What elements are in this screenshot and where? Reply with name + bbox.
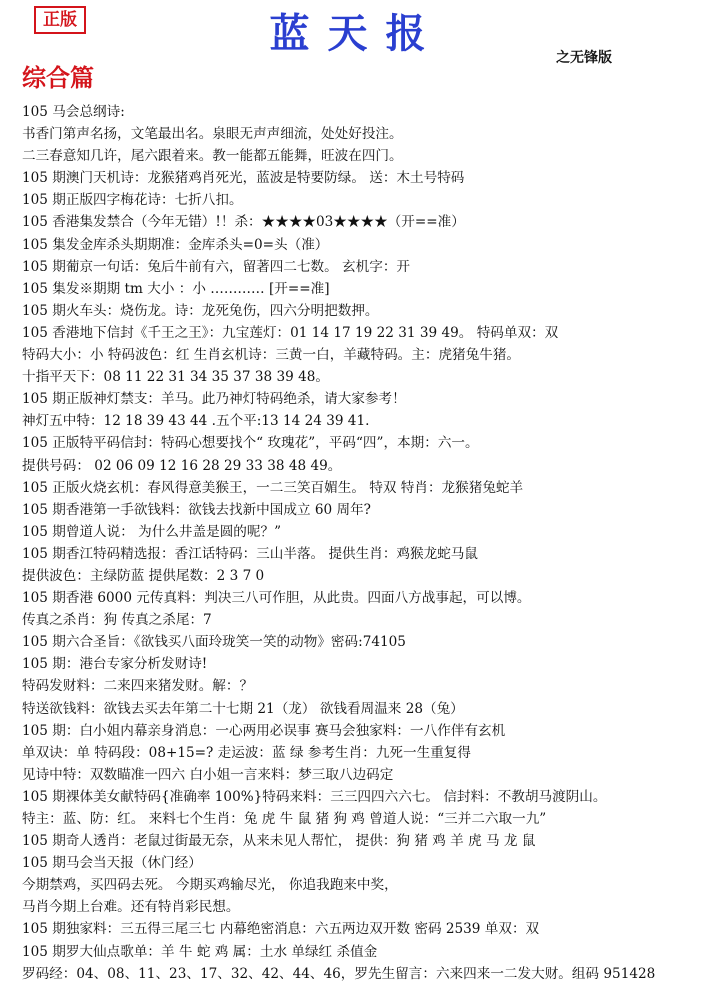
text-line: 105 香港地下信封《千王之王》：九宝莲灯：01 14 17 19 22 31 39 49。 特码单双：双 [22,324,559,341]
text-line: 105 香港集发禁合（今年无错）!！杀：★★★★03★★★★（开==准） [22,214,465,231]
text-line: 105 期罗大仙点歌单：羊 牛 蛇 鸡 属：土水 单绿红 杀值金 [22,943,378,960]
text-line: 105 期香港第一手欲钱料：欲钱去找新中国成立 60 周年? [22,501,371,518]
text-line: 105 期奇人透肖：老鼠过街最无奈，从来未见人帮忙， 提供：狗 猪 鸡 羊 虎 马 龙 鼠 [22,833,536,850]
page-title: 蓝天报 [269,10,444,57]
text-line: 105 期独家料：三五得三尾三七 内幕绝密消息：六五两边双开数 密码 2539 单双：双 [22,921,540,938]
edition-subtitle: 之无锋版 [556,50,612,66]
text-line: 105 期马会当天报（休门经） [22,855,202,872]
text-line: 提供波色：主绿防蓝 提供尾数：2 3 7 0 [22,567,265,584]
text-line: 105 期澳门天机诗：龙猴猪鸡肖死光，蓝波是特要防绿。 送：木土号特码 [22,170,465,187]
text-line: 105 集发※期期 tm 大小 ：小 ………… [开==准] [22,280,330,297]
text-line: 105 期：白小姐内幕亲身消息：一心两用必误事 赛马会独家料：一八作伴有玄机 [22,722,506,739]
text-line: 105 正版特平码信封：特码心想要找个“ 玫瑰花”，平码“四”，本期：六一。 [22,435,479,452]
text-line: 提供号码： 02 06 09 12 16 28 29 33 38 48 49。 [22,457,342,474]
text-line: 特码大小：小 特码波色：红 生肖玄机诗：三黄一白，羊藏特码。主：虎猪兔牛猪。 [22,347,521,364]
text-line: 105 集发金库杀头期期准：金库杀头=0=头（准） [22,236,329,253]
text-line: 传真之杀肖：狗 传真之杀尾：7 [22,612,212,629]
text-line: 罗码经：04、08、11、23、17、32、42、44、46，罗先生留言：六来四来一二发大财。组码 951428 [22,965,656,982]
text-line: 105 期曾道人说： 为什么井盖是圆的呢？” [22,523,282,540]
text-line: 单双诀：单 特码段：08+15=? 走运波：蓝 绿 参考生肖：九死一生重复得 [22,744,471,761]
text-line: 105 期香港 6000 元传真料：判决三八可作胆，从此贵。四面八方战事起，可以博。 [22,590,531,607]
text-line: 特主：蓝、防：红。 来料七个生肖：兔 虎 牛 鼠 猪 狗 鸡 曾道人说：“三并二六取一九” [22,811,547,827]
text-line: 105 期六合圣旨：《欲钱买八面玲珑笑一笑的动物》密码:74105 [22,634,406,651]
text-line: 105 马会总纲诗: [22,104,125,120]
text-line: 特送欲钱料：欲钱去买去年第二十七期 21（龙） 欲钱看周温来 28（兔） [22,700,464,717]
text-line: 今期禁鸡，买四码去死。 今期买鸡输尽光， 你追我跑来中奖， [22,877,398,894]
text-line: 见诗中特：双数瞄准一四六 白小姐一言来料：梦三取八边码定 [22,766,394,783]
text-line: 特码发财料：二来四来猪发财。解：？ [22,678,254,695]
text-line: 105 期正版神灯禁支：羊马。此乃神灯特码绝杀，请大家参考！ [22,391,406,408]
text-line: 神灯五中特：12 18 39 43 44 .五个平:13 14 24 39 41. [22,413,370,430]
text-line: 105 期火车头：烧伤龙。诗：龙死兔伤，四六分明把数押。 [22,302,379,319]
text-line: 105 期：港台专家分析发财诗! [22,656,208,673]
text-line: 马肖今期上台难。还有特肖彩民想。 [22,899,240,916]
text-line: 105 期香江特码精选报：香江话特码：三山半落。 提供生肖：鸡猴龙蛇马鼠 [22,545,478,562]
article-body [22,101,702,985]
text-line: 十指平天下：08 11 22 31 34 35 37 38 39 48。 [22,369,330,386]
text-line: 二三春意知几许，尾六跟着来。教一能都五能舞，旺波在四门。 [22,148,403,165]
section-heading: 综合篇 [22,63,94,92]
text-line: 105 期裸体美女献特码{准确率 100%}特码来料：三三四四六六七。 信封料：不教胡马渡阴山。 [22,788,607,805]
text-line: 105 期正版四字梅花诗：七折八扣。 [22,192,243,209]
edition-badge: 正版 [34,6,86,34]
text-line: 书香门第声名扬，文笔最出名。泉眼无声声细流，处处好投注。 [22,126,403,143]
text-line: 105 正版火烧玄机：春风得意美猴王，一二三笑百媚生。 特双 特肖：龙猴猪兔蛇羊 [22,479,524,496]
text-line: 105 期葡京一句话：兔后牛前有六，留著四二七数。 玄机字：开 [22,258,411,275]
